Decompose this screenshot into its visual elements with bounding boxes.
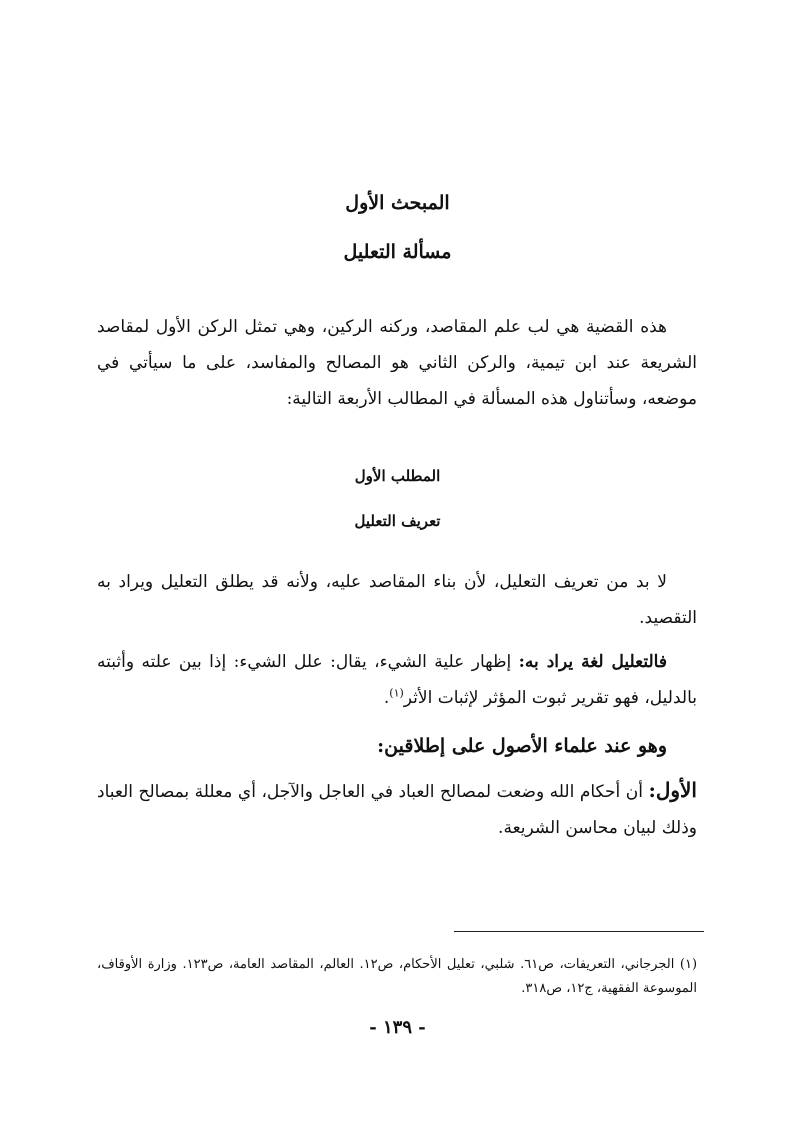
linguistic-end: . — [383, 688, 390, 708]
chapter-subtitle: مسألة التعليل — [343, 241, 452, 263]
linguistic-definition-paragraph — [97, 644, 697, 716]
section-subtitle: تعريف التعليل — [354, 512, 441, 530]
first-text: أن أحكام الله وضعت لمصالح العباد في العاجل والآجل، أي معللة بمصالح العباد وذلك لبيان محاسن الشريعة. — [97, 782, 697, 838]
intro-paragraph: هذه القضية هي لب علم المقاصد، وركنه الركين، وهي تمثل الركن الأول لمقاصد الشريعة عند ابن تيمية، والركن الثاني هو المصالح والمفاسد، على ما سيأتي في موضعه، وسأتناول هذه المسألة في المطالب الأربعة التالية: — [97, 317, 697, 409]
section-title: المطلب الأول — [354, 467, 441, 485]
footnote-separator — [454, 931, 704, 932]
footnote-reference: (١) — [389, 686, 404, 700]
chapter-title: المبحث الأول — [345, 192, 450, 214]
footnote: (١) الجرجاني، التعريفات، ص٦١. شلبي، تعليل الأحكام، ص١٢. العالم، المقاصد العامة، ص١٢٣. وزارة الأوقاف، الموسوعة الفقهية، ج١٢، ص٣١٨. — [97, 957, 698, 996]
page-number: - ١٣٩ - — [369, 1017, 426, 1038]
first-lead: الأول: — [648, 778, 697, 802]
scholars-heading: وهو عند علماء الأصول على إطلاقين: — [377, 735, 667, 757]
definition-paragraph: لا بد من تعريف التعليل، لأن بناء المقاصد عليه، ولأنه قد يطلق التعليل ويراد به التقصيد. — [97, 572, 697, 628]
first-meaning-paragraph — [97, 772, 697, 846]
linguistic-lead: فالتعليل لغة يراد به: — [518, 652, 667, 672]
linguistic-text: إظهار علية الشيء، يقال: علل الشيء: إذا بين علته وأثبته بالدليل، فهو تقرير ثبوت المؤثر لإثبات الأثر — [97, 652, 697, 708]
